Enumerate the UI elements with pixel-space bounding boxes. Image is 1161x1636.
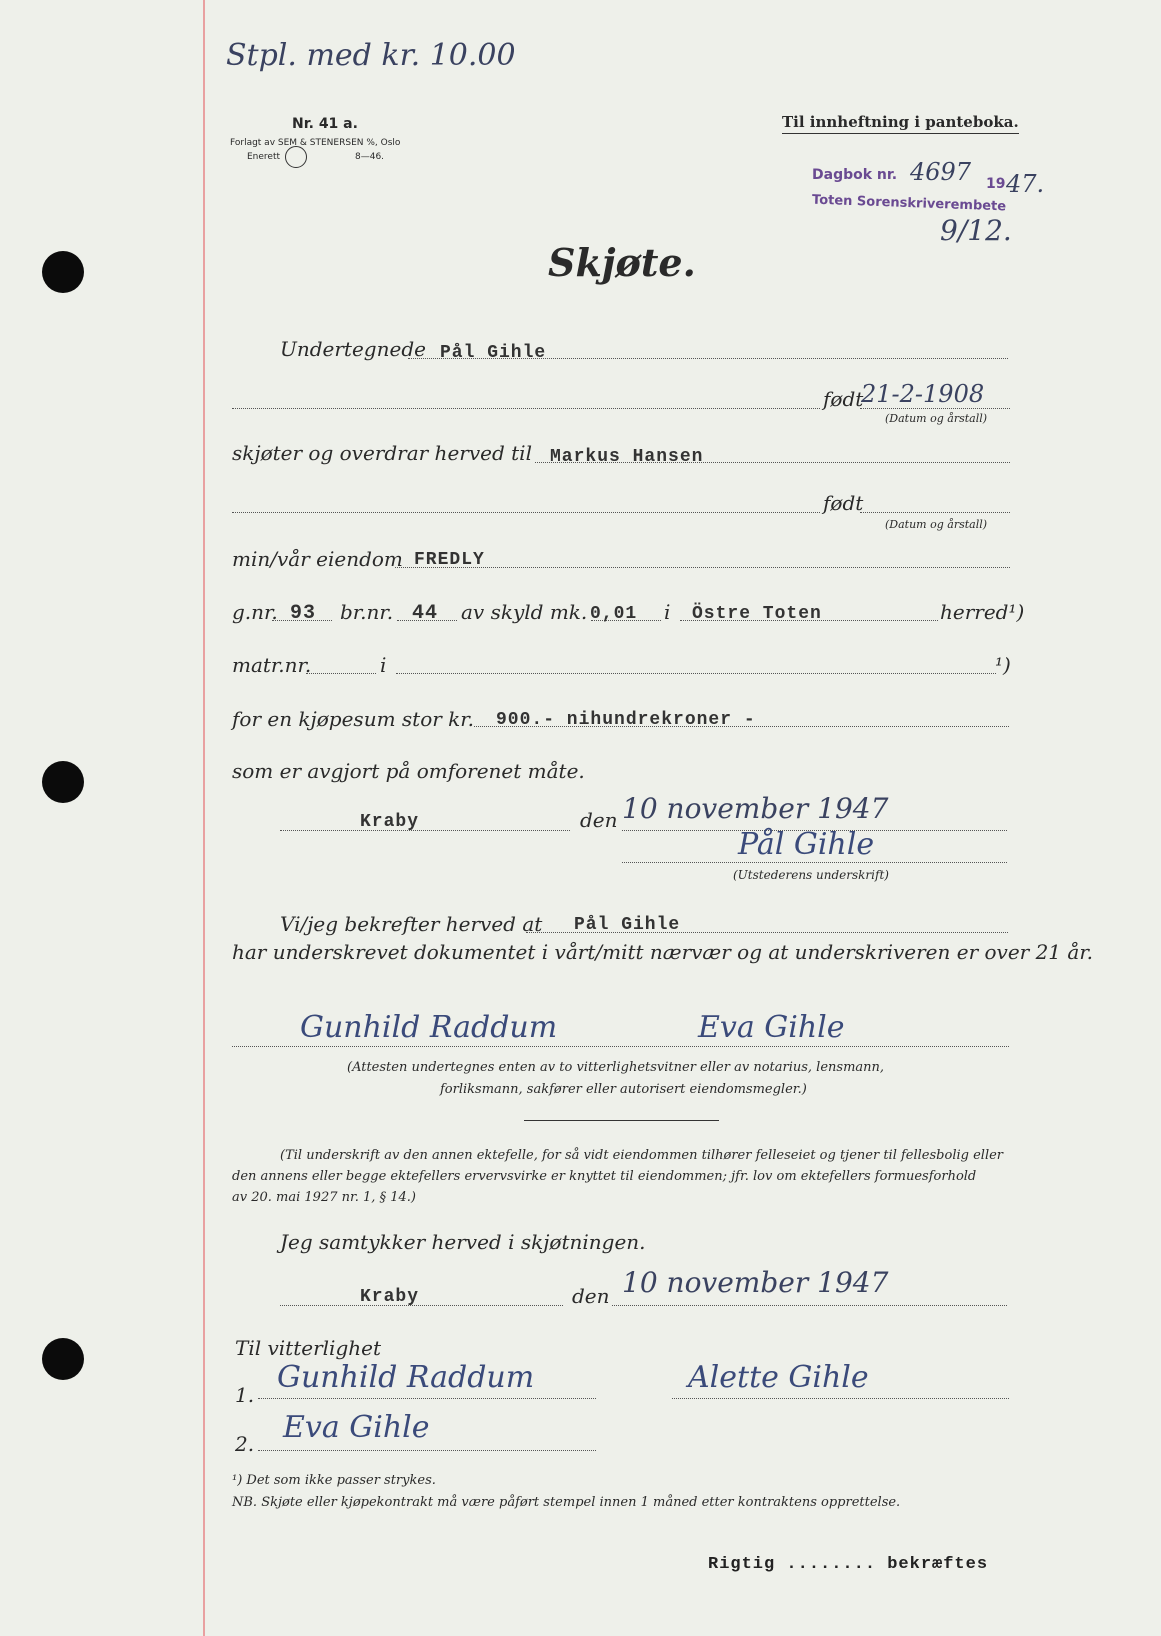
settled-text: som er avgjort på omforenet måte. — [232, 759, 585, 783]
grantee-name: Markus Hansen — [550, 447, 704, 467]
brnr-label: br.nr. — [340, 600, 394, 624]
gnr-label: g.nr. — [232, 600, 278, 624]
witness-1-signature: Gunhild Raddum — [277, 1360, 535, 1395]
footnote: NB. Skjøte eller kjøpekontrakt må være påført stempel innen 1 måned etter kontraktens opprettelse. — [232, 1495, 901, 1510]
spouse-note: (Til underskrift av den annen ektefelle, for så vidt eiendommen tilhører felleseiet og tjener til fellesbolig eller — [280, 1148, 1004, 1163]
place-of-signing-2: Kraby — [360, 1287, 420, 1307]
matr-in-label: i — [380, 653, 387, 677]
punch-hole — [42, 1338, 84, 1380]
witness-heading: Til vitterlighet — [235, 1336, 382, 1360]
stamp-number: 4697 — [910, 158, 972, 186]
undertegnede-label: Undertegnede — [280, 337, 426, 361]
skyld-label: av skyld mk. — [461, 600, 588, 624]
stamp-duty-note: Stpl. med kr. 10.00 — [226, 38, 516, 73]
witness-number: 1. — [235, 1383, 255, 1407]
date-hint: (Datum og årstall) — [885, 412, 988, 425]
matr-footnote-mark: ¹) — [995, 653, 1011, 677]
property-name: FREDLY — [414, 550, 485, 570]
attest-note: forliksmann, sakfører eller autorisert eiendomsmegler.) — [440, 1082, 807, 1097]
witness-number: 2. — [235, 1432, 255, 1456]
born-label: født — [823, 387, 864, 411]
publisher-line: Forlagt av SEM & STENERSEN %, Oslo — [230, 138, 401, 148]
publisher-line: Enerett — [247, 152, 281, 162]
transfer-label: skjøter og overdrar herved til — [232, 441, 532, 465]
publisher-line: 8—46. — [355, 152, 385, 162]
witness-signature: Eva Gihle — [698, 1010, 845, 1045]
stamp-dagbok-label: Dagbok nr. — [812, 167, 898, 183]
born-label: født — [823, 491, 864, 515]
attest-note: (Attesten undertegnes enten av to vitterlighetsvitner eller av notarius, lensmann, — [347, 1060, 885, 1075]
publisher-logo-icon — [285, 146, 307, 168]
document-title: Skjøte. — [548, 240, 696, 285]
stamp-date: 9/12. — [940, 214, 1012, 247]
margin-line — [203, 0, 205, 1636]
signing-date-2: 10 november 1947 — [622, 1266, 889, 1299]
spouse-signature: Alette Gihle — [688, 1360, 869, 1395]
stamp-year-hand: 47. — [1006, 170, 1045, 198]
certification-stamp: Rigtig ........ bekræftes — [708, 1555, 989, 1574]
signing-date: 10 november 1947 — [622, 792, 889, 825]
confirm-text: har underskrevet dokumentet i vårt/mitt nærvær og at underskriveren er over 21 år. — [232, 940, 1094, 964]
matr-label: matr.nr. — [232, 653, 312, 677]
price-value: 900.- nihundrekroner - — [496, 710, 756, 730]
footnote: ¹) Det som ikke passer strykes. — [232, 1473, 436, 1488]
gnr-value: 93 — [290, 602, 317, 625]
divider — [524, 1120, 719, 1121]
spouse-note: av 20. mai 1927 nr. 1, § 14.) — [232, 1190, 416, 1205]
in-label: i — [664, 600, 671, 624]
municipality-name: Östre Toten — [692, 604, 822, 624]
date-hint: (Datum og årstall) — [885, 518, 988, 531]
witness-2-signature: Eva Gihle — [283, 1410, 430, 1445]
place-of-signing: Kraby — [360, 812, 420, 832]
grantor-birthdate: 21-2-1908 — [861, 380, 985, 408]
date-label: den — [580, 808, 618, 832]
punch-hole — [42, 251, 84, 293]
brnr-value: 44 — [412, 602, 439, 625]
stamp-year: 19 — [986, 176, 1006, 192]
skyld-value: 0,01 — [590, 604, 638, 624]
price-label: for en kjøpesum stor kr. — [232, 707, 475, 731]
property-label: min/vår eiendom — [232, 547, 403, 571]
date-label-2: den — [572, 1284, 610, 1308]
witness-signature: Gunhild Raddum — [300, 1010, 558, 1045]
consent-text: Jeg samtykker herved i skjøtningen. — [280, 1230, 646, 1254]
spouse-note: den annens eller begge ektefellers ervervsvirke er knyttet til eiendommen; jfr. lov om ektefellers formuesforhold — [232, 1169, 977, 1184]
stamp-office: Toten Sorenskriverembete — [811, 192, 1007, 215]
herred-label: herred¹) — [940, 600, 1025, 624]
grantor-signature: Pål Gihle — [738, 827, 875, 862]
form-number: Nr. 41 a. — [292, 116, 358, 132]
punch-hole — [42, 761, 84, 803]
confirm-label: Vi/jeg bekrefter herved at — [280, 912, 543, 936]
signature-hint: (Utstederens underskrift) — [733, 868, 889, 882]
confirmed-signer: Pål Gihle — [574, 915, 681, 935]
binding-note: Til innheftning i panteboka. — [782, 113, 1019, 134]
grantor-name: Pål Gihle — [440, 343, 547, 363]
